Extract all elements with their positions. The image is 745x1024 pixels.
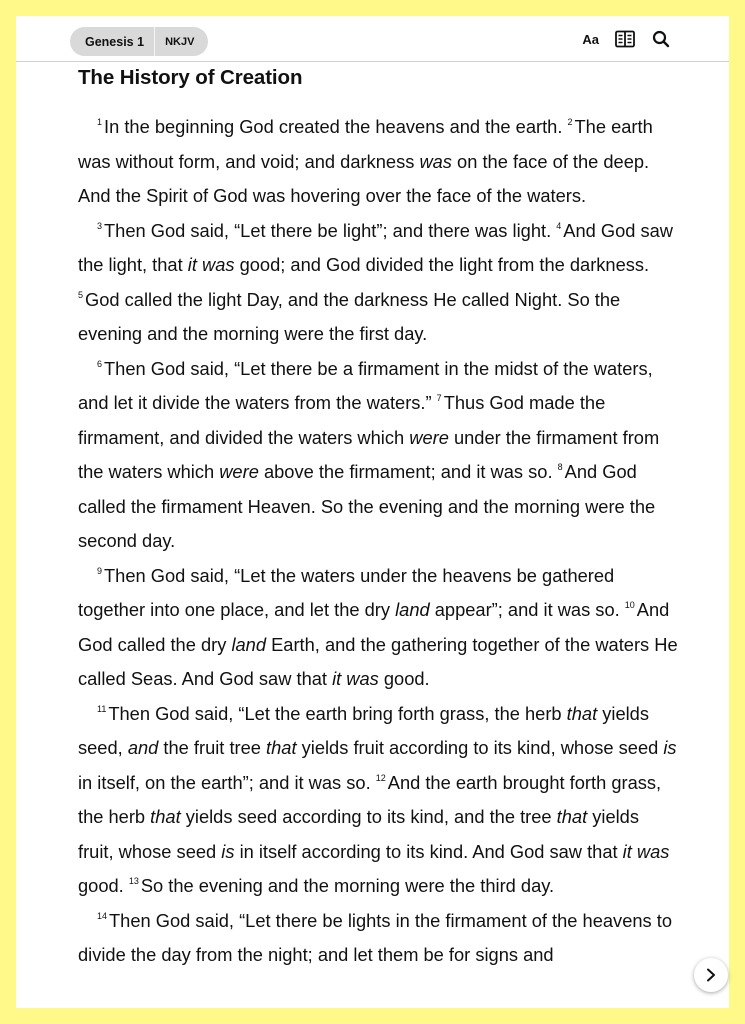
verse-paragraph bbox=[78, 352, 678, 559]
verse-text: appear”; and it was so. bbox=[429, 599, 625, 620]
verse-text: the fruit tree bbox=[158, 737, 267, 758]
reader-page bbox=[16, 16, 729, 1008]
italic-text: and bbox=[127, 737, 159, 758]
verse-text: The earth was without form, and void; and darkness bbox=[78, 116, 653, 172]
verse-number: 9 bbox=[97, 565, 103, 576]
verse-text: under the firmament from the waters which bbox=[78, 426, 660, 482]
verse-number: 13 bbox=[128, 876, 139, 886]
verse-text: yields fruit, whose seed bbox=[78, 806, 639, 862]
italic-text: that bbox=[266, 737, 297, 758]
verse-text: Then God said, “Let the earth bring forth grass, the herb bbox=[108, 702, 567, 724]
verse-number: 1 bbox=[97, 117, 103, 127]
verse-number: 7 bbox=[436, 393, 442, 403]
verse-text: on the face of the deep. And the Spirit of God was hovering over the face of the waters. bbox=[78, 150, 650, 206]
verse-number: 11 bbox=[97, 703, 107, 714]
verse-number: 10 bbox=[624, 600, 635, 610]
verse-paragraph bbox=[78, 110, 678, 214]
verse-text: And God called the dry bbox=[78, 599, 670, 655]
next-chapter-button[interactable] bbox=[694, 958, 728, 992]
italic-text: it was bbox=[187, 254, 235, 275]
verse-text: Then God said, “Let there be light”; and there was light. bbox=[104, 219, 557, 241]
verse-text: yields seed, bbox=[78, 702, 649, 758]
verse-paragraph bbox=[78, 559, 678, 697]
italic-text: is bbox=[221, 840, 235, 862]
verse-number: 3 bbox=[97, 220, 103, 231]
verse-number: 8 bbox=[557, 462, 563, 472]
italic-text: it was bbox=[622, 840, 670, 862]
italic-text: land bbox=[231, 633, 267, 655]
scripture-text bbox=[78, 110, 678, 973]
italic-text: were bbox=[219, 461, 259, 482]
italic-text: that bbox=[566, 702, 598, 724]
verse-text: good. bbox=[378, 668, 430, 689]
verse-number: 6 bbox=[97, 358, 103, 369]
italic-text: is bbox=[663, 737, 677, 758]
verse-paragraph bbox=[78, 697, 678, 904]
verse-text: And the earth brought forth grass, the herb bbox=[78, 771, 662, 827]
verse-paragraph bbox=[78, 214, 678, 352]
verse-text: above the firmament; and it was so. bbox=[258, 461, 558, 482]
verse-text: in itself, on the earth”; and it was so. bbox=[78, 771, 376, 793]
search-icon[interactable] bbox=[651, 29, 671, 49]
verse-text: And God saw the light, that bbox=[78, 219, 673, 275]
italic-text: land bbox=[395, 599, 430, 620]
verse-text: Then God said, “Let there be a firmament in the midst of the waters, and let it divide the waters from the waters.” bbox=[78, 357, 653, 413]
verse-text: God called the light Day, and the darkness He called Night. So the evening and the morning were the first day. bbox=[78, 288, 621, 344]
verse-number: 12 bbox=[375, 772, 386, 783]
italic-text: were bbox=[409, 426, 449, 448]
verse-number: 14 bbox=[97, 910, 108, 921]
verse-paragraph bbox=[78, 904, 678, 973]
verse-text: yields seed according to its kind, and the tree bbox=[180, 806, 557, 827]
italic-text: that bbox=[150, 806, 181, 827]
section-heading: The History of Creation bbox=[78, 66, 303, 89]
toolbar-actions bbox=[582, 29, 671, 49]
chevron-right-icon bbox=[704, 968, 718, 982]
italic-text: it was bbox=[332, 668, 379, 689]
verse-text: good. bbox=[78, 875, 129, 896]
chapter-content bbox=[78, 60, 678, 973]
passage-selector bbox=[70, 27, 208, 56]
text-size-icon[interactable]: Aa bbox=[582, 31, 599, 47]
verse-text: good; and God divided the light from the darkness. bbox=[234, 254, 650, 275]
verse-number: 2 bbox=[567, 117, 573, 127]
verse-text: Then God said, “Let the waters under the heavens be gathered together into one place, and let the dry bbox=[78, 564, 615, 620]
book-chapter-button[interactable]: Genesis 1 bbox=[85, 34, 145, 49]
verse-text: in itself according to its kind. And God saw that bbox=[234, 840, 623, 862]
italic-text: that bbox=[556, 806, 588, 827]
verse-text: Earth, and the gathering together of the waters He called Seas. And God saw that bbox=[78, 633, 678, 689]
verse-text: Then God said, “Let there be lights in the firmament of the heavens to divide the day from the night; and let them be for signs and bbox=[78, 909, 672, 965]
verse-text: So the evening and the morning were the third day. bbox=[140, 875, 555, 896]
verse-number: 5 bbox=[78, 289, 84, 300]
verse-text: Thus God made the firmament, and divided the waters which bbox=[78, 392, 606, 448]
verse-text: In the beginning God created the heavens and the earth. bbox=[104, 116, 568, 137]
verse-text: yields fruit according to its kind, whose seed bbox=[296, 737, 664, 758]
verse-number: 4 bbox=[556, 220, 562, 231]
top-toolbar bbox=[16, 16, 729, 62]
version-button[interactable]: NKJV bbox=[154, 27, 208, 56]
italic-text: was bbox=[419, 150, 452, 172]
parallel-book-icon[interactable] bbox=[615, 29, 635, 49]
verse-text: And God called the firmament Heaven. So the evening and the morning were the second day. bbox=[78, 461, 656, 551]
